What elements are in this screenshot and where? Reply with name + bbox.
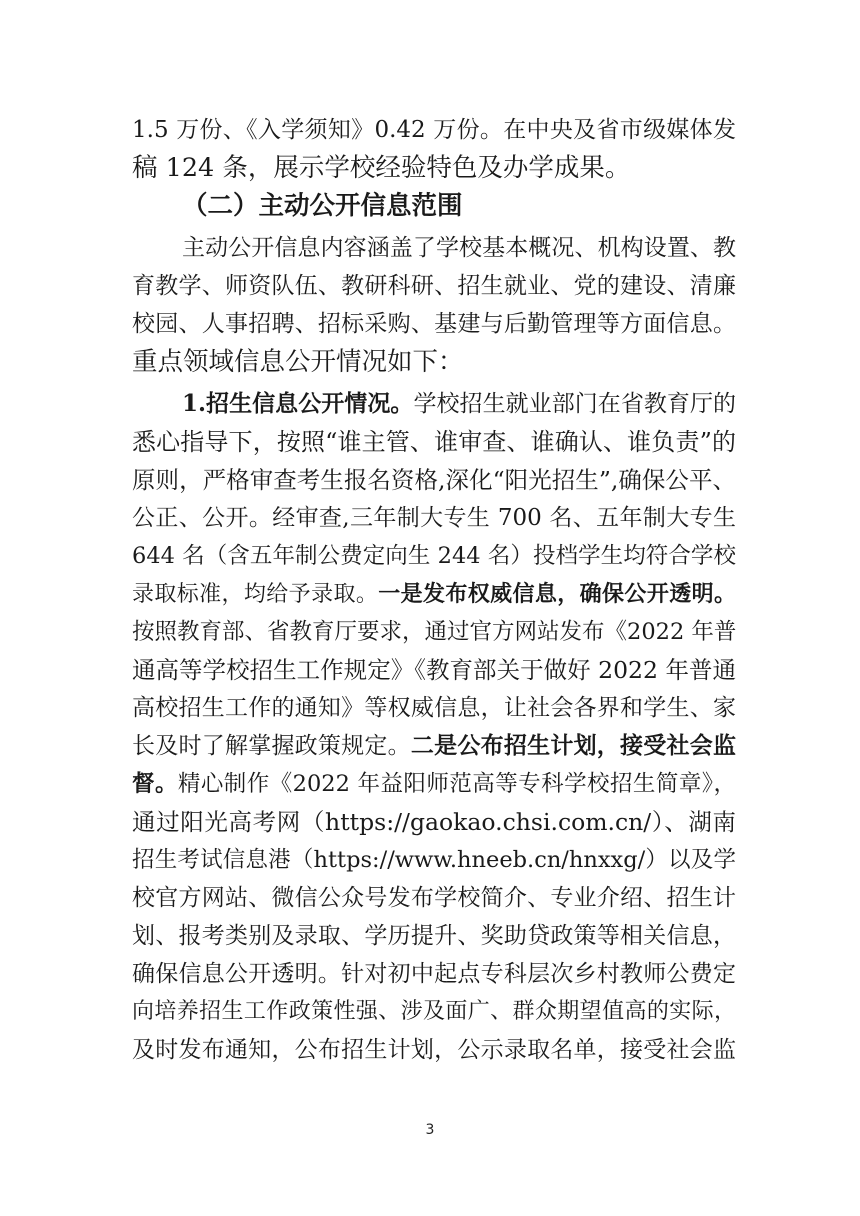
paragraph-line: 稿 124 条，展示学校经验特色及办学成果。 [132, 153, 631, 183]
section-heading: （二）主动公开信息范围 [182, 191, 463, 221]
paragraph-line: 高校招生工作的通知》等权威信息，让社会各界和学生、家 [132, 695, 736, 721]
subsection-title: 1.招生信息公开情况。 [182, 390, 414, 417]
paragraph-line: 公正、公开。经审查,三年制大专生 700 名、五年制大专生 [132, 505, 736, 531]
paragraph-line: 划、报考类别及录取、学历提升、奖助贷政策等相关信息， [132, 923, 736, 949]
paragraph-line: 长及时了解掌握政策规定。二是公布招生计划，接受社会监 [132, 732, 737, 759]
paragraph-line: 育教学、师资队伍、教研科研、招生就业、党的建设、清廉 [132, 273, 736, 299]
paragraph-line: 644 名（含五年制公费定向生 244 名）投档学生均符合学校 [132, 543, 736, 569]
paragraph-line: 原则，严格审查考生报名资格,深化“阳光招生”,确保公平、 [132, 466, 736, 494]
paragraph-line: 校园、人事招聘、招标采购、基建与后勤管理等方面信息。 [132, 311, 736, 337]
paragraph-line: 向培养招生工作政策性强、涉及面广、群众期望值高的实际， [132, 999, 736, 1024]
paragraph-line: 1.5 万份、《入学须知》0.42 万份。在中央及省市级媒体发 [132, 117, 736, 143]
paragraph-line: 通高等学校招生工作规定》《教育部关于做好 2022 年普通 [132, 656, 736, 684]
emphasis-text: 督。 [132, 771, 178, 797]
page-number: 3 [425, 1122, 435, 1138]
paragraph-line: 通过阳光高考网（https://gaokao.chsi.com.cn/）、湖南 [132, 808, 736, 836]
paragraph-line: 主动公开信息内容涵盖了学校基本概况、机构设置、教 [182, 235, 736, 261]
emphasis-text: 一是发布权威信息，确保公开透明。 [378, 581, 736, 607]
paragraph-line: 悉心指导下，按照“谁主管、谁审查、谁确认、谁负责”的 [132, 428, 736, 456]
paragraph-line: 确保信息公开透明。针对初中起点专科层次乡村教师公费定 [132, 961, 736, 987]
paragraph-line: 校官方网站、微信公众号发布学校简介、专业介绍、招生计 [132, 885, 736, 911]
paragraph-line: 督。精心制作《2022 年益阳师范高等专科学校招生简章》， [132, 771, 736, 797]
paragraph-line: 录取标准，均给予录取。一是发布权威信息，确保公开透明。 [132, 581, 736, 607]
paragraph-line: 招生考试信息港（https://www.hneeb.cn/hnxxg/）以及学 [132, 847, 736, 873]
emphasis-text: 二是公布招生计划，接受社会监 [410, 732, 737, 759]
paragraph-line: 按照教育部、省教育厅要求，通过官方网站发布《2022 年普 [132, 619, 737, 645]
paragraph-line: 1.招生信息公开情况。学校招生就业部门在省教育厅的 [182, 390, 737, 417]
paragraph-line: 重点领域信息公开情况如下： [132, 347, 464, 377]
paragraph-line: 及时发布通知，公布招生计划，公示录取名单，接受社会监 [132, 1037, 736, 1063]
